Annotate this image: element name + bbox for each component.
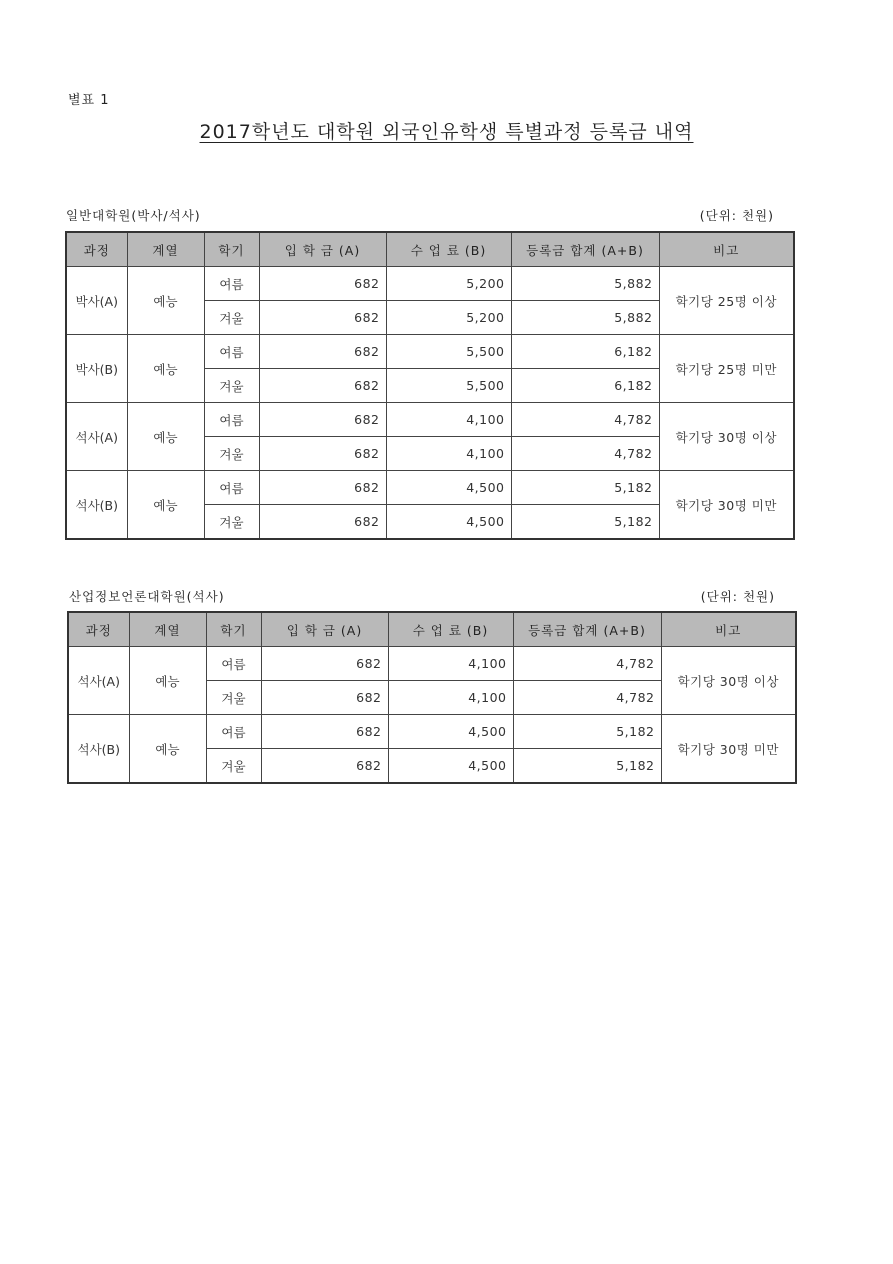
tuition-cell: 5,200 <box>386 301 511 335</box>
admission-fee-cell: 682 <box>259 301 386 335</box>
admission-fee-cell: 682 <box>259 369 386 403</box>
tuition-cell: 5,500 <box>386 369 511 403</box>
term-cell: 여름 <box>204 335 259 369</box>
total-cell: 6,182 <box>511 335 659 369</box>
course-cell: 석사(B) <box>66 471 127 540</box>
admission-fee-cell: 682 <box>261 749 388 784</box>
remark-cell: 학기당 30명 미만 <box>661 715 796 784</box>
table-row <box>66 335 794 369</box>
section-title: 일반대학원(박사/석사) <box>66 208 201 223</box>
field-cell: 예능 <box>127 335 204 403</box>
total-cell: 4,782 <box>511 437 659 471</box>
table-row <box>68 647 796 681</box>
document-title-text: 2017학년도 대학원 외국인유학생 특별과정 등록금 내역 <box>199 121 694 143</box>
total-cell: 4,782 <box>511 403 659 437</box>
admission-fee-cell: 682 <box>259 335 386 369</box>
total-cell: 6,182 <box>511 369 659 403</box>
field-cell: 예능 <box>127 403 204 471</box>
term-cell: 여름 <box>206 715 261 749</box>
col-header-remarks: 비고 <box>661 612 796 647</box>
table-row <box>66 267 794 301</box>
term-cell: 겨울 <box>206 749 261 784</box>
total-cell: 5,182 <box>513 749 661 784</box>
total-cell: 4,782 <box>513 681 661 715</box>
unit-note: (단위: 천원) <box>700 589 775 604</box>
admission-fee-cell: 682 <box>261 681 388 715</box>
admission-fee-cell: 682 <box>259 403 386 437</box>
tuition-cell: 4,100 <box>386 403 511 437</box>
admission-fee-cell: 682 <box>261 715 388 749</box>
term-cell: 겨울 <box>206 681 261 715</box>
col-header-total: 등록금 합계 (A+B) <box>511 232 659 267</box>
remark-cell: 학기당 25명 이상 <box>659 267 794 335</box>
col-header-field: 계열 <box>127 232 204 267</box>
col-header-tuition: 수 업 료 (B) <box>386 232 511 267</box>
course-cell: 석사(B) <box>68 715 129 784</box>
course-cell: 박사(B) <box>66 335 127 403</box>
field-cell: 예능 <box>129 647 206 715</box>
col-header-tuition: 수 업 료 (B) <box>388 612 513 647</box>
term-cell: 겨울 <box>204 369 259 403</box>
total-cell: 5,182 <box>513 715 661 749</box>
remark-cell: 학기당 25명 미만 <box>659 335 794 403</box>
admission-fee-cell: 682 <box>259 505 386 540</box>
tuition-cell: 4,500 <box>386 505 511 540</box>
field-cell: 예능 <box>127 471 204 540</box>
total-cell: 4,782 <box>513 647 661 681</box>
section-title: 산업정보언론대학원(석사) <box>69 589 225 604</box>
total-cell: 5,882 <box>511 301 659 335</box>
total-cell: 5,182 <box>511 471 659 505</box>
term-cell: 겨울 <box>204 437 259 471</box>
fee-table-industry-graduate <box>67 611 797 784</box>
admission-fee-cell: 682 <box>259 437 386 471</box>
term-cell: 여름 <box>204 267 259 301</box>
tuition-cell: 4,500 <box>386 471 511 505</box>
table-row <box>66 471 794 505</box>
course-cell: 석사(A) <box>66 403 127 471</box>
course-cell: 석사(A) <box>68 647 129 715</box>
remark-cell: 학기당 30명 이상 <box>659 403 794 471</box>
term-cell: 여름 <box>204 471 259 505</box>
col-header-term: 학기 <box>204 232 259 267</box>
term-cell: 여름 <box>206 647 261 681</box>
total-cell: 5,182 <box>511 505 659 540</box>
tuition-cell: 4,500 <box>388 749 513 784</box>
field-cell: 예능 <box>127 267 204 335</box>
tuition-cell: 4,500 <box>388 715 513 749</box>
fee-table-graduate <box>65 231 795 540</box>
tuition-cell: 5,500 <box>386 335 511 369</box>
tuition-cell: 4,100 <box>386 437 511 471</box>
term-cell: 여름 <box>204 403 259 437</box>
table-header-row <box>66 232 794 267</box>
unit-note: (단위: 천원) <box>699 208 774 223</box>
table-row <box>68 715 796 749</box>
col-header-admission-fee: 입 학 금 (A) <box>259 232 386 267</box>
section-header-industry-graduate <box>69 587 775 605</box>
remark-cell: 학기당 30명 미만 <box>659 471 794 540</box>
col-header-admission-fee: 입 학 금 (A) <box>261 612 388 647</box>
tuition-cell: 4,100 <box>388 647 513 681</box>
section-header-graduate <box>66 206 774 224</box>
total-cell: 5,882 <box>511 267 659 301</box>
col-header-field: 계열 <box>129 612 206 647</box>
page-label: 별표 1 <box>68 93 110 108</box>
admission-fee-cell: 682 <box>261 647 388 681</box>
course-cell: 박사(A) <box>66 267 127 335</box>
term-cell: 겨울 <box>204 505 259 540</box>
field-cell: 예능 <box>129 715 206 784</box>
admission-fee-cell: 682 <box>259 267 386 301</box>
col-header-remarks: 비고 <box>659 232 794 267</box>
col-header-course: 과정 <box>66 232 127 267</box>
document-title <box>0 117 893 144</box>
tuition-cell: 5,200 <box>386 267 511 301</box>
col-header-total: 등록금 합계 (A+B) <box>513 612 661 647</box>
table-row <box>66 403 794 437</box>
tuition-cell: 4,100 <box>388 681 513 715</box>
term-cell: 겨울 <box>204 301 259 335</box>
col-header-course: 과정 <box>68 612 129 647</box>
col-header-term: 학기 <box>206 612 261 647</box>
admission-fee-cell: 682 <box>259 471 386 505</box>
remark-cell: 학기당 30명 이상 <box>661 647 796 715</box>
table-header-row <box>68 612 796 647</box>
